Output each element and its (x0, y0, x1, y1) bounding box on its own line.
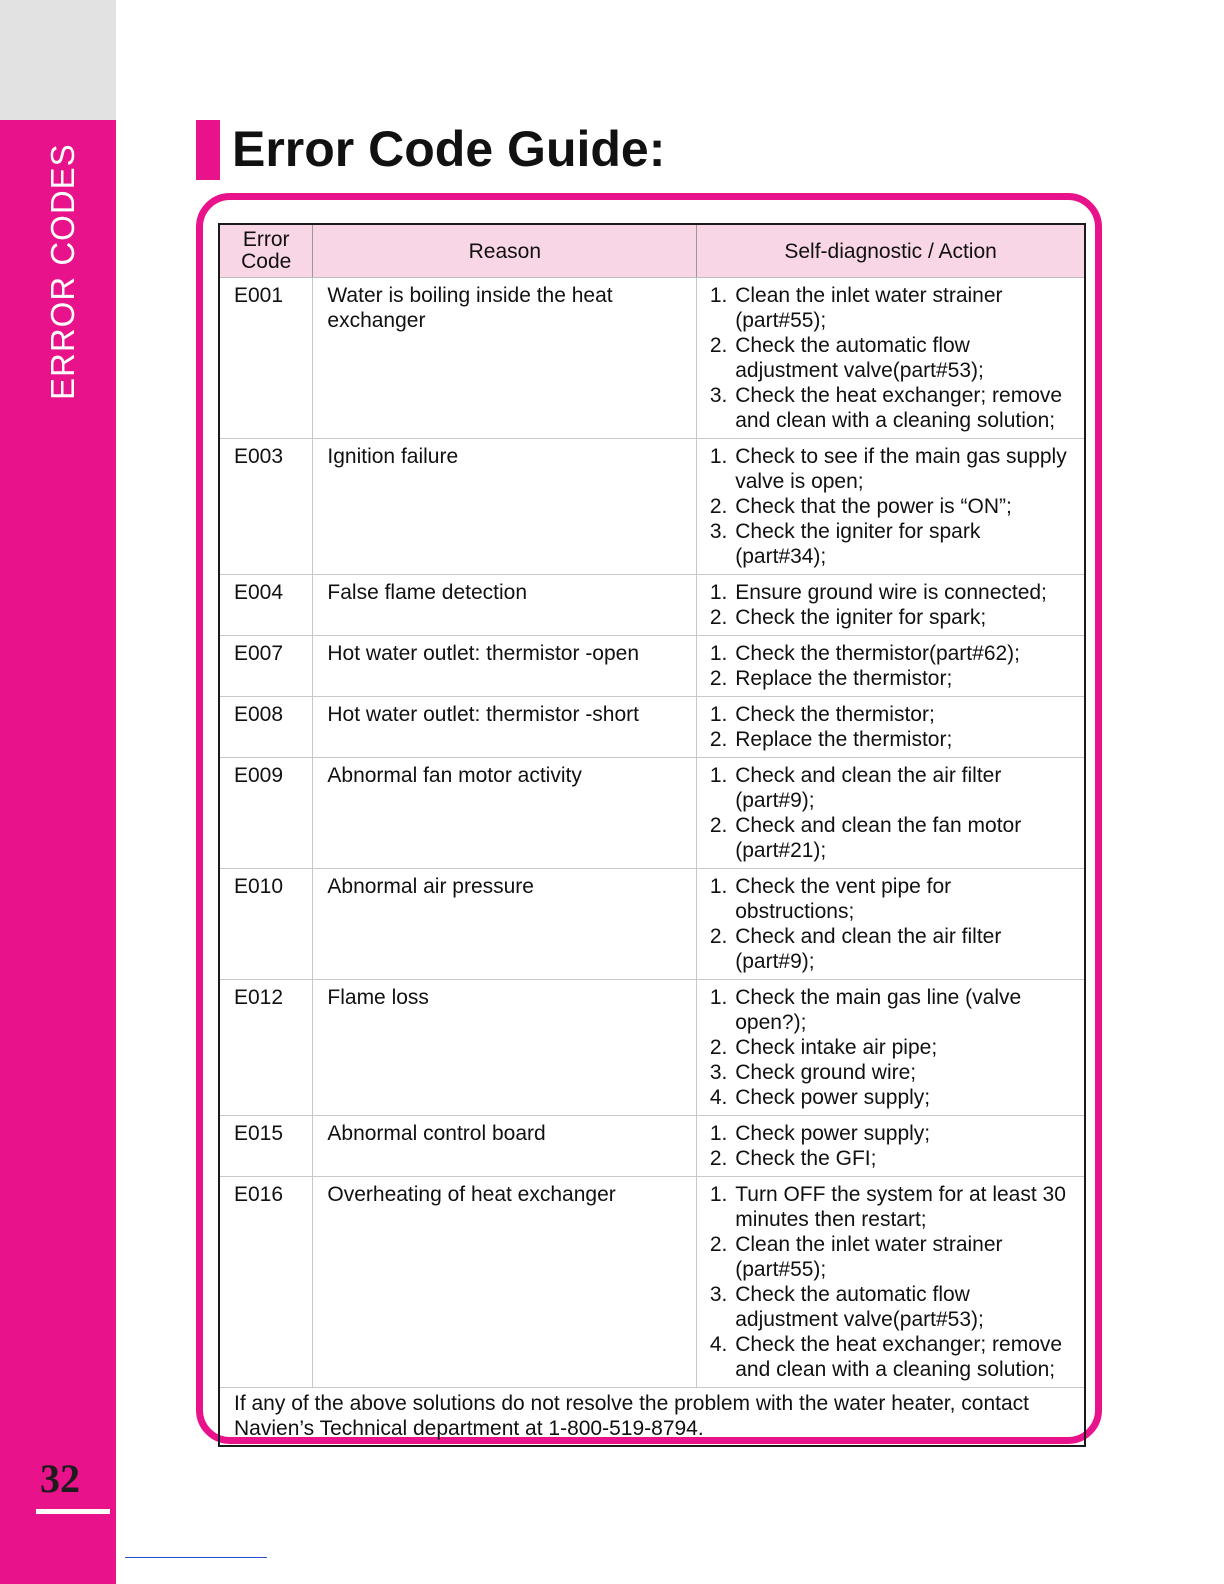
action-cell (697, 980, 1085, 1116)
action-step: 1. Turn OFF the system for at least 30 minutes then restart; (733, 1182, 1076, 1232)
action-step: 4. Check the heat exchanger; remove and clean with a cleaning solution; (733, 1332, 1076, 1382)
error-reason: Ignition failure (313, 439, 697, 575)
error-reason: Water is boiling inside the heat exchanger (313, 278, 697, 439)
action-step: 1. Check the vent pipe for obstructions; (733, 874, 1076, 924)
table-row (219, 439, 1085, 575)
action-steps (711, 985, 1076, 1110)
action-steps (711, 283, 1076, 433)
table-row (219, 1116, 1085, 1177)
action-step: 3. Check ground wire; (733, 1060, 1076, 1085)
action-steps (711, 1121, 1076, 1171)
table-header-row (219, 224, 1085, 278)
footer-rule (125, 1557, 267, 1558)
action-step: 1. Check to see if the main gas supply valve is open; (733, 444, 1076, 494)
error-reason: Abnormal control board (313, 1116, 697, 1177)
action-step: 1. Check and clean the air filter (part#9); (733, 763, 1076, 813)
action-step: 1. Check power supply; (733, 1121, 1076, 1146)
action-step: 2. Clean the inlet water strainer (part#55); (733, 1232, 1076, 1282)
table-row (219, 697, 1085, 758)
action-step: 2. Check intake air pipe; (733, 1035, 1076, 1060)
error-code: E012 (219, 980, 313, 1116)
error-reason: Abnormal air pressure (313, 869, 697, 980)
action-step: 1. Ensure ground wire is connected; (733, 580, 1076, 605)
action-step: 2. Check and clean the fan motor (part#21); (733, 813, 1076, 863)
error-code: E009 (219, 758, 313, 869)
action-step: 2. Check and clean the air filter (part#9); (733, 924, 1076, 974)
table-row (219, 575, 1085, 636)
action-step: 2. Check the igniter for spark; (733, 605, 1076, 630)
action-step: 1. Check the thermistor(part#62); (733, 641, 1076, 666)
table-row (219, 278, 1085, 439)
action-steps (711, 444, 1076, 569)
action-steps (711, 641, 1076, 691)
action-step: 2. Check that the power is “ON”; (733, 494, 1076, 519)
table-row (219, 758, 1085, 869)
action-cell (697, 575, 1085, 636)
table-row (219, 1177, 1085, 1388)
action-cell (697, 1116, 1085, 1177)
error-code: E003 (219, 439, 313, 575)
action-step: 2. Check the automatic flow adjustment valve(part#53); (733, 333, 1076, 383)
table-row (219, 636, 1085, 697)
error-code: E016 (219, 1177, 313, 1388)
action-steps (711, 1182, 1076, 1382)
sidebar-section-title: ERROR CODES (44, 143, 81, 400)
table-row (219, 980, 1085, 1116)
error-code: E001 (219, 278, 313, 439)
action-cell (697, 636, 1085, 697)
error-code: E008 (219, 697, 313, 758)
action-steps (711, 702, 1076, 752)
action-step: 2. Replace the thermistor; (733, 666, 1076, 691)
header-reason: Reason (313, 224, 697, 278)
error-code: E004 (219, 575, 313, 636)
action-cell (697, 697, 1085, 758)
action-steps (711, 874, 1076, 974)
error-reason: Hot water outlet: thermistor -open (313, 636, 697, 697)
page-title: Error Code Guide: (232, 121, 666, 177)
action-cell (697, 869, 1085, 980)
action-step: 3. Check the automatic flow adjustment valve(part#53); (733, 1282, 1076, 1332)
error-code: E007 (219, 636, 313, 697)
action-step: 2. Check the GFI; (733, 1146, 1076, 1171)
action-cell (697, 1177, 1085, 1388)
action-step: 1. Check the thermistor; (733, 702, 1076, 727)
action-step: 1. Clean the inlet water strainer (part#55); (733, 283, 1076, 333)
action-step: 1. Check the main gas line (valve open?); (733, 985, 1076, 1035)
page-number: 32 (40, 1456, 80, 1501)
error-reason: False flame detection (313, 575, 697, 636)
error-reason: Hot water outlet: thermistor -short (313, 697, 697, 758)
error-code-table (218, 223, 1086, 1447)
action-cell (697, 439, 1085, 575)
action-steps (711, 763, 1076, 863)
error-reason: Flame loss (313, 980, 697, 1116)
table-row (219, 869, 1085, 980)
page-number-rule (36, 1509, 110, 1514)
error-code: E010 (219, 869, 313, 980)
error-reason: Abnormal fan motor activity (313, 758, 697, 869)
action-step: 3. Check the igniter for spark (part#34); (733, 519, 1076, 569)
header-error-code: Error Code (219, 224, 313, 278)
error-code: E015 (219, 1116, 313, 1177)
action-step: 4. Check power supply; (733, 1085, 1076, 1110)
action-step: 2. Replace the thermistor; (733, 727, 1076, 752)
footnote-row (219, 1388, 1085, 1447)
action-step: 3. Check the heat exchanger; remove and clean with a cleaning solution; (733, 383, 1076, 433)
action-cell (697, 758, 1085, 869)
action-cell (697, 278, 1085, 439)
footnote: If any of the above solutions do not resolve the problem with the water heater, contact Navien’s Technical department at 1-800-519-8794. (219, 1388, 1085, 1447)
error-reason: Overheating of heat exchanger (313, 1177, 697, 1388)
header-action: Self-diagnostic / Action (697, 224, 1085, 278)
action-steps (711, 580, 1076, 630)
heading-accent-bar (196, 120, 220, 180)
